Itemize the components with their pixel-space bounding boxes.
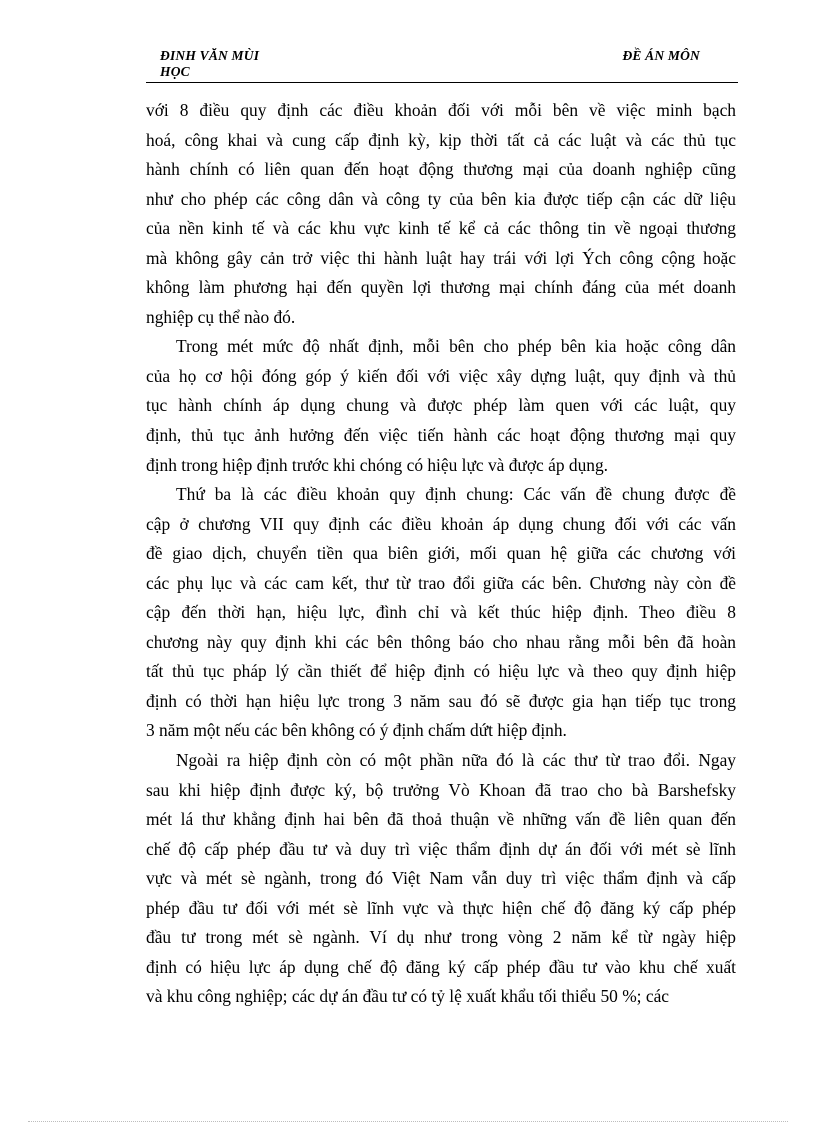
text-line: và khu công nghiệp; các dự án đầu tư có tỷ lệ xuất khẩu tối thiểu 50 %; các (146, 986, 670, 1007)
text-line: mét lá thư khẳng định hai bên đã thoả thuận về những vấn đề liên quan đến (146, 809, 736, 830)
paragraph-3 (146, 480, 736, 746)
text-line: phép đầu tư đối với mét sè lĩnh vực và thực hiện chế độ đăng ký cấp phép (146, 897, 736, 918)
text-line: mà không gây cản trở việc thi hành luật hay trái với lợi Ých công cộng hoặc (146, 247, 736, 268)
paragraph-2 (146, 332, 736, 480)
text-line: nghiệp cụ thể nào đó. (146, 306, 296, 327)
text-line: sau khi hiệp định được ký, bộ trưởng Vò Khoan đã trao cho bà Barshefsky (146, 779, 736, 800)
text-line: tục hành chính áp dụng chung và được phép làm quen với các luật, quy (146, 395, 736, 416)
document-body (146, 96, 736, 1012)
paragraph-1 (146, 96, 736, 332)
text-line: Ngoài ra hiệp định còn có một phần nữa đó là các thư từ trao đổi. Ngay (176, 750, 736, 771)
text-line: Trong mét mức độ nhất định, mỗi bên cho phép bên kia hoặc công dân (176, 336, 736, 357)
text-line: của họ cơ hội đóng góp ý kiến đối với việc xây dựng luật, quy định và thủ (146, 365, 736, 386)
text-line: hoá, công khai và cung cấp định kỳ, kịp thời tất cả các luật và các thủ tục (146, 129, 736, 150)
text-line: chương này quy định khi các bên thông báo cho nhau rằng mỗi bên đã hoàn (146, 631, 736, 652)
text-line: Thứ ba là các điều khoản quy định chung: Các vấn đề chung được đề (176, 484, 736, 505)
text-line: 3 năm một nếu các bên không có ý định chấm dứt hiệp định. (146, 720, 567, 741)
text-line: các phụ lục và các cam kết, thư từ trao đổi giữa các bên. Chương này còn đề (146, 572, 736, 593)
header-title: ĐỀ ÁN MÔN (622, 48, 700, 63)
text-line: tất thủ tục pháp lý cần thiết để hiệp định có hiệu lực và theo quy định hiệp (146, 661, 736, 682)
text-line: như cho phép các công dân và công ty của bên kia được tiếp cận các dữ liệu (146, 188, 736, 209)
paragraph-4 (146, 746, 736, 1012)
text-line: đề giao dịch, chuyển tiền qua biên giới, mối quan hệ giữa các chương với (146, 543, 736, 564)
text-line: định có hiệu lực áp dụng chế độ đăng ký cấp phép đầu tư vào khu chế xuất (146, 956, 736, 977)
text-line: cập ở chương VII quy định các điều khoản áp dụng chung đối với các vấn (146, 513, 736, 534)
text-line: với 8 điều quy định các điều khoản đối với mỗi bên về việc minh bạch (146, 100, 736, 120)
text-line: cập đến thời hạn, hiệu lực, đình chỉ và kết thúc hiệp định. Theo điều 8 (146, 602, 736, 623)
text-line: định trong hiệp định trước khi chóng có hiệu lực và được áp dụng. (146, 454, 609, 475)
page-header (146, 48, 738, 83)
text-line: của nền kinh tế và các khu vực kinh tế kể cả các thông tin về ngoại thương (146, 218, 736, 239)
header-author: ĐINH VĂN MÙI HỌC (160, 48, 260, 79)
text-line: hành chính có liên quan đến hoạt động thương mại của doanh nghiệp cũng (146, 159, 736, 180)
text-line: không làm phương hại đến quyền lợi thương mại chính đáng của mét doanh (146, 277, 736, 298)
text-line: chế độ cấp phép đầu tư và duy trì việc thẩm định dự án đối với mét sè lĩnh (146, 838, 736, 859)
text-line: đầu tư trong mét sè ngành. Ví dụ như trong vòng 2 năm kể từ ngày hiệp (146, 927, 736, 948)
text-line: định, thủ tục ảnh hưởng đến việc tiến hành các hoạt động thương mại quy (146, 425, 736, 446)
text-line: vực và mét sè ngành, trong đó Việt Nam vẫn duy trì việc thẩm định và cấp (146, 868, 736, 889)
text-line: định có thời hạn hiệu lực trong 3 năm sau đó sẽ được gia hạn tiếp tục trong (146, 690, 736, 711)
page-bottom-border (28, 1121, 788, 1122)
